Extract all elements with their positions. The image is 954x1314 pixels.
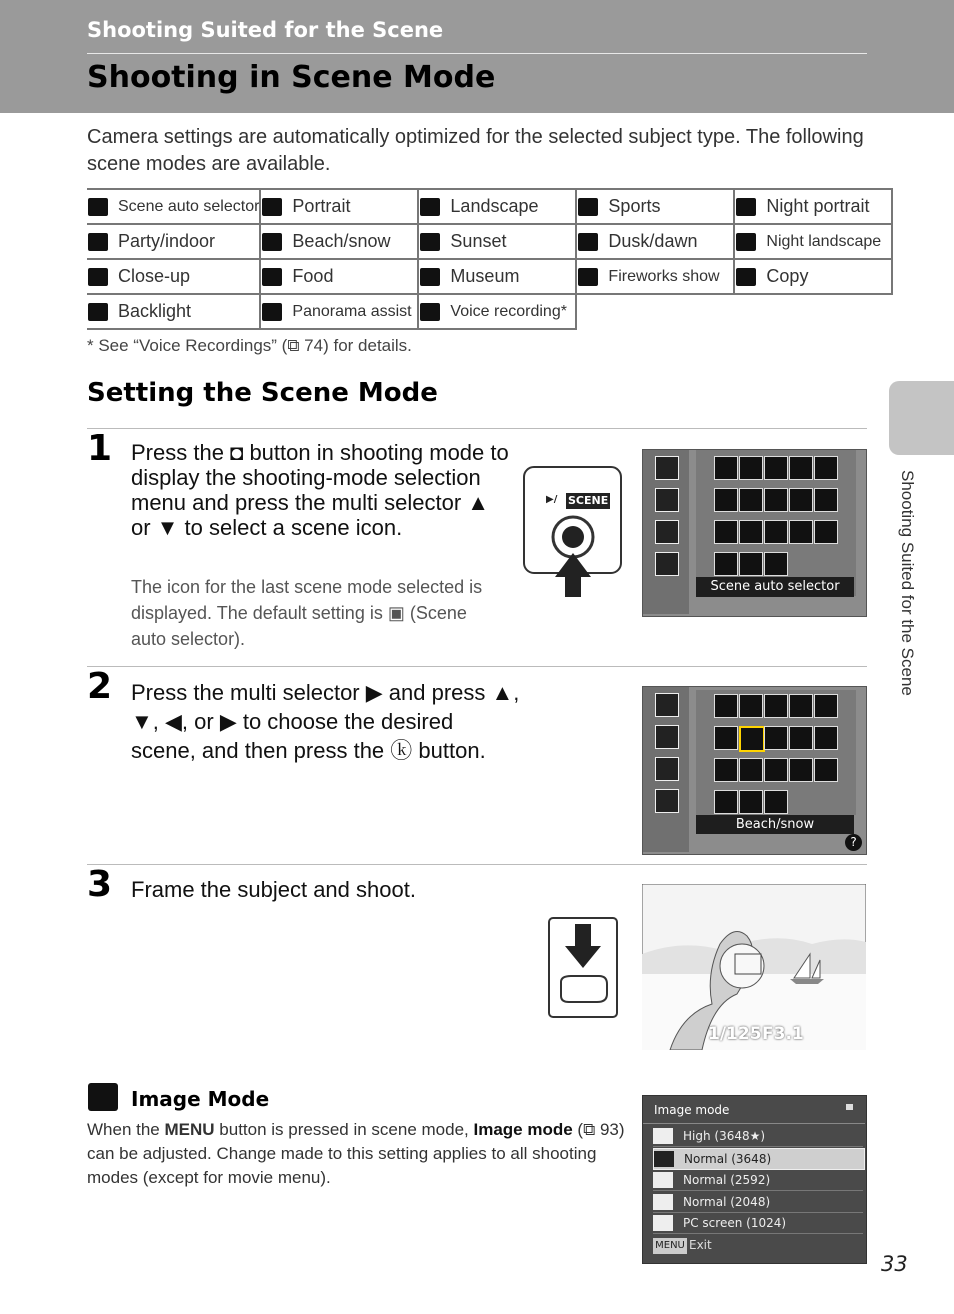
size-icon (653, 1194, 673, 1210)
step-text: Press the ◘ button in shooting mode to display the shooting-mode selection menu and press the multi selector ▲ or ▼ to select a scene icon. (131, 440, 509, 540)
grid-icon (764, 552, 788, 576)
scene-label: Museum (450, 266, 520, 286)
camera-icon (655, 456, 679, 480)
side-tab-label: Shooting Suited for the Scene (898, 470, 917, 696)
grid-icon (739, 552, 763, 576)
shutter-press-illustration (547, 916, 619, 1020)
scene-label: Fireworks show (608, 267, 720, 285)
grid-icon (764, 456, 788, 480)
tip-icon (88, 1083, 118, 1111)
smile-icon (655, 757, 679, 781)
panorama-icon (262, 303, 282, 321)
scene-label: Food (292, 266, 334, 286)
scene-label: Copy (766, 266, 809, 286)
grid-icon (814, 488, 838, 512)
list-item[interactable] (653, 1126, 863, 1147)
divider (87, 428, 867, 429)
grid-icon (739, 520, 763, 544)
size-icon (653, 1215, 673, 1231)
scene-label: Night portrait (766, 196, 870, 216)
grid-icon (789, 520, 813, 544)
menu-button-icon: MENU (653, 1238, 687, 1254)
scene-grid (696, 690, 856, 815)
list-item[interactable] (653, 1170, 863, 1191)
grid-icon (714, 552, 738, 576)
image-mode-screen-title: Image mode (654, 1103, 730, 1117)
party-indoor-icon (88, 233, 108, 251)
grid-icon (739, 456, 763, 480)
grid-icon (764, 694, 788, 718)
scene-label: Panorama assist (292, 302, 412, 320)
grid-icon (714, 520, 738, 544)
close-up-icon (88, 268, 108, 286)
list-item-label: Normal (2592) (683, 1173, 771, 1187)
scene-label: Night landscape (766, 232, 882, 250)
side-tab (889, 381, 954, 455)
list-item-label: Normal (2048) (683, 1195, 771, 1209)
note-text: (⧉ 93) can be adjusted. Change made to this setting applies to all shooting modes (except for movie menu). (87, 1120, 625, 1187)
grid-icon (739, 694, 763, 718)
scene-label: Sunset (450, 231, 507, 251)
intro-text: Camera settings are automatically optimized for the selected subject type. The following scene modes are available. (87, 126, 864, 175)
scene-label: Backlight (118, 301, 192, 321)
section-title: Shooting Suited for the Scene (87, 18, 444, 42)
screen-caption: Scene auto selector (696, 577, 854, 597)
table-row (87, 259, 892, 294)
step-number: 3 (87, 864, 113, 905)
scene-label: Sports (608, 196, 661, 216)
grid-icon (814, 726, 838, 750)
divider (643, 1123, 865, 1124)
list-item[interactable] (653, 1213, 863, 1234)
scene-label: Scene auto selector (118, 197, 260, 215)
header-band (0, 0, 954, 113)
grid-icon (814, 520, 838, 544)
grid-icon (714, 790, 738, 814)
copy-icon (736, 268, 756, 286)
list-item-selected[interactable] (653, 1148, 865, 1170)
grid-icon (714, 694, 738, 718)
grid-icon (714, 758, 738, 782)
note-text: When the (87, 1120, 165, 1139)
landscape-icon (420, 198, 440, 216)
grid-icon (814, 758, 838, 782)
sports-icon (578, 198, 598, 216)
portrait-icon (262, 198, 282, 216)
movie-icon (655, 552, 679, 576)
page-title: Shooting in Scene Mode (87, 60, 496, 95)
grid-icon (789, 726, 813, 750)
beach-snow-icon (262, 233, 282, 251)
microphone-icon (420, 303, 440, 321)
shutter-speed: 1/125 (708, 1024, 762, 1044)
step-number: 1 (87, 428, 113, 469)
dusk-dawn-icon (578, 233, 598, 251)
list-item-label: High (3648★) (683, 1129, 766, 1143)
help-icon: ? (845, 834, 862, 851)
grid-icon (789, 456, 813, 480)
setting-title: Setting the Scene Mode (87, 378, 438, 408)
exit-label: Exit (689, 1238, 712, 1252)
step-text: Frame the subject and shoot. (131, 877, 416, 902)
museum-icon (420, 268, 440, 286)
scene-label: Beach/snow (292, 231, 391, 251)
food-icon (262, 268, 282, 286)
table-row (87, 189, 892, 224)
page-number: 33 (881, 1252, 908, 1276)
grid-icon (739, 488, 763, 512)
grid-icon (714, 488, 738, 512)
list-item[interactable] (653, 1192, 863, 1213)
smile-icon (655, 520, 679, 544)
grid-icon (739, 758, 763, 782)
sunset-icon (420, 233, 440, 251)
grid-icon (764, 520, 788, 544)
grid-icon (814, 456, 838, 480)
scene-grid (696, 450, 856, 596)
image-mode-word: Image mode (473, 1120, 573, 1139)
header-divider (87, 53, 867, 54)
scene-label: Close-up (118, 266, 191, 286)
grid-icon (714, 726, 738, 750)
grid-icon (789, 758, 813, 782)
scene-auto-icon (88, 198, 108, 216)
scene-label: Portrait (292, 196, 351, 216)
footnote: * See “Voice Recordings” (⧉ 74) for details. (87, 336, 412, 355)
grid-icon (764, 726, 788, 750)
scene-icon (655, 488, 679, 512)
grid-icon (789, 488, 813, 512)
grid-icon (764, 790, 788, 814)
scroll-indicator-icon (846, 1104, 853, 1110)
grid-icon (739, 790, 763, 814)
list-item-label: PC screen (1024) (683, 1216, 787, 1230)
grid-icon (764, 488, 788, 512)
scene-label: Landscape (450, 196, 539, 216)
mode-label: ▶/ (546, 494, 558, 505)
scene-label: Party/indoor (118, 231, 216, 251)
aperture: F3.1 (762, 1024, 804, 1044)
backlight-icon (88, 303, 108, 321)
size-icon (653, 1128, 673, 1144)
scene-mode-text: SCENE (568, 494, 609, 507)
image-mode-note (87, 1118, 627, 1190)
step-text: Press the multi selector ▶ and press ▲, ▼, ◀, or ▶ to choose the desired scene, and then press the ⓚ button. (131, 680, 520, 763)
note-text: button is pressed in scene mode, (214, 1120, 474, 1139)
grid-icon (764, 758, 788, 782)
camera-icon (655, 693, 679, 717)
movie-icon (655, 789, 679, 813)
grid-icon (789, 694, 813, 718)
selected-grid-icon (739, 726, 765, 752)
night-landscape-icon (736, 233, 756, 251)
scene-label: Dusk/dawn (608, 231, 698, 251)
list-item-label: Normal (3648) (684, 1152, 772, 1166)
grid-icon (714, 456, 738, 480)
grid-icon (814, 694, 838, 718)
step-note: The icon for the last scene mode selected is displayed. The default setting is ▣ (Scene auto selector). (131, 577, 483, 649)
night-portrait-icon (736, 198, 756, 216)
size-icon (653, 1172, 673, 1188)
divider (87, 666, 867, 667)
table-row (87, 224, 892, 259)
menu-word: MENU (164, 1120, 215, 1139)
table-row (87, 294, 892, 329)
size-icon (654, 1151, 674, 1167)
scene-mode-table (87, 188, 893, 330)
step-number: 2 (87, 666, 113, 707)
divider (87, 864, 867, 865)
scene-label: Voice recording* (450, 302, 567, 320)
image-mode-title: Image Mode (131, 1087, 270, 1111)
screen-caption: Beach/snow (696, 815, 854, 834)
scene-icon (655, 725, 679, 749)
camera-button-illustration (522, 465, 624, 600)
fireworks-icon (578, 268, 598, 286)
